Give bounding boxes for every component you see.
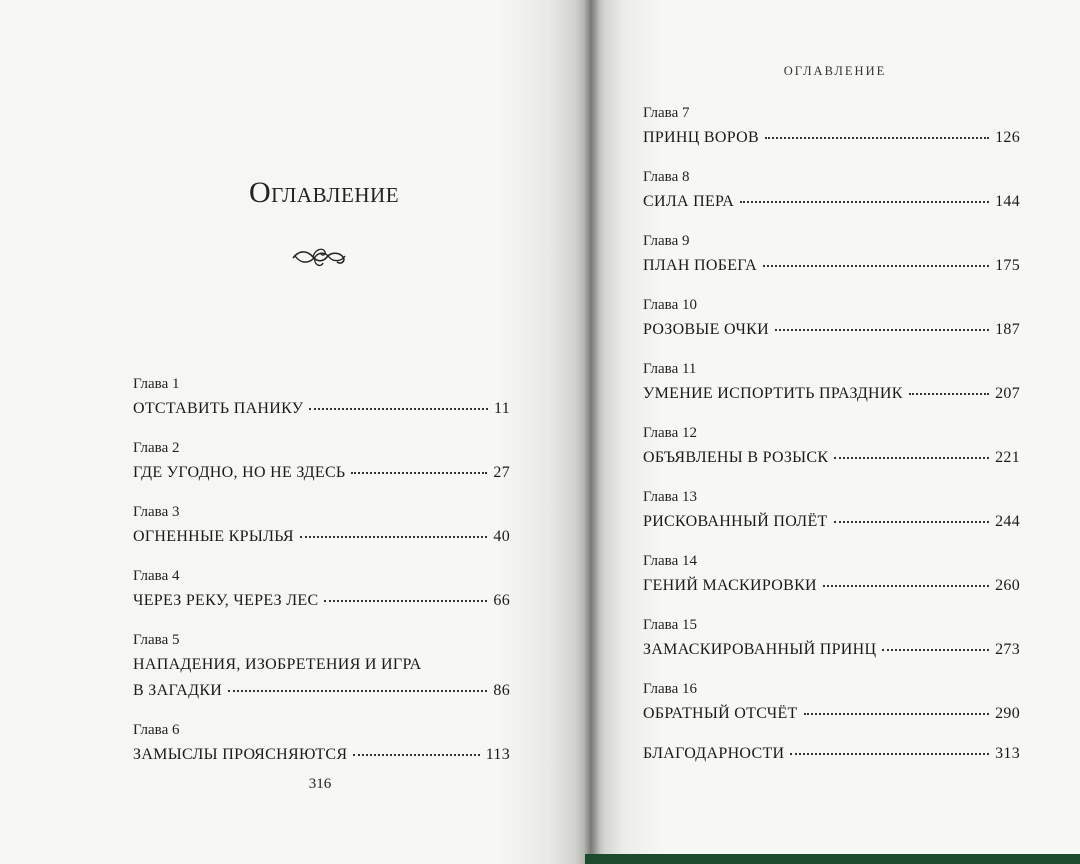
dot-leader bbox=[909, 393, 989, 395]
chapter-label: Глава 10 bbox=[643, 297, 697, 313]
dot-leader bbox=[740, 201, 989, 203]
page-number: 11 bbox=[493, 400, 510, 417]
dot-leader bbox=[765, 137, 989, 139]
toc-entry[interactable] bbox=[133, 567, 510, 611]
toc-entry[interactable] bbox=[133, 631, 510, 701]
toc-entry[interactable] bbox=[133, 721, 510, 765]
chapter-title-line1: НАПАДЕНИЯ, ИЗОБРЕТЕНИЯ И ИГРА bbox=[133, 656, 422, 673]
page-number: 86 bbox=[493, 682, 510, 699]
chapter-title: УМЕНИЕ ИСПОРТИТЬ ПРАЗДНИК bbox=[643, 385, 903, 402]
chapter-label: Глава 3 bbox=[133, 504, 180, 520]
page-number: 244 bbox=[995, 513, 1020, 530]
chapter-title: В ЗАГАДКИ bbox=[133, 682, 223, 699]
dot-leader bbox=[353, 754, 479, 756]
toc-entry[interactable] bbox=[643, 488, 1020, 532]
dot-leader bbox=[790, 753, 989, 755]
toc-entry[interactable] bbox=[133, 375, 510, 419]
chapter-label: Глава 8 bbox=[643, 169, 690, 185]
chapter-title: ЧЕРЕЗ РЕКУ, ЧЕРЕЗ ЛЕС bbox=[133, 592, 319, 609]
page-number: 113 bbox=[485, 746, 510, 763]
chapter-title: ОТСТАВИТЬ ПАНИКУ bbox=[133, 400, 304, 417]
chapter-label: Глава 7 bbox=[643, 105, 690, 121]
dot-leader bbox=[882, 649, 989, 651]
page-number: 273 bbox=[995, 641, 1020, 658]
dot-leader bbox=[823, 585, 989, 587]
toc-entry[interactable] bbox=[643, 232, 1020, 276]
cover-edge bbox=[585, 854, 1080, 864]
chapter-label: Глава 9 bbox=[643, 233, 690, 249]
dot-leader bbox=[228, 690, 487, 692]
folio-page-number: 316 bbox=[308, 776, 332, 792]
dot-leader bbox=[775, 329, 989, 331]
chapter-label: Глава 2 bbox=[133, 440, 180, 456]
toc-entry[interactable] bbox=[643, 680, 1020, 724]
page-number: 290 bbox=[995, 705, 1020, 722]
toc-entry[interactable] bbox=[643, 552, 1020, 596]
toc-entry-acknowledgements[interactable] bbox=[643, 744, 1020, 764]
dot-leader bbox=[763, 265, 989, 267]
chapter-title: ГЕНИЙ МАСКИРОВКИ bbox=[643, 577, 817, 594]
book-spine bbox=[575, 0, 605, 864]
page-number: 221 bbox=[995, 449, 1020, 466]
acknowledgements-title: БЛАГОДАРНОСТИ bbox=[643, 745, 785, 762]
toc-entry[interactable] bbox=[643, 168, 1020, 212]
chapter-label: Глава 13 bbox=[643, 489, 697, 505]
chapter-title: ГДЕ УГОДНО, НО НЕ ЗДЕСЬ bbox=[133, 464, 346, 481]
dot-leader bbox=[309, 408, 488, 410]
toc-entry[interactable] bbox=[643, 424, 1020, 468]
chapter-label: Глава 1 bbox=[133, 376, 180, 392]
toc-entry[interactable] bbox=[643, 104, 1020, 148]
page-number: 260 bbox=[995, 577, 1020, 594]
page-number: 175 bbox=[995, 257, 1020, 274]
chapter-title: ЗАМЫСЛЫ ПРОЯСНЯЮТСЯ bbox=[133, 746, 348, 763]
chapter-label: Глава 15 bbox=[643, 617, 697, 633]
toc-entry[interactable] bbox=[643, 360, 1020, 404]
dot-leader bbox=[351, 472, 487, 474]
toc-entry[interactable] bbox=[133, 439, 510, 483]
chapter-title: СИЛА ПЕРА bbox=[643, 193, 735, 210]
flourish-ornament-icon bbox=[291, 244, 349, 270]
dot-leader bbox=[804, 713, 989, 715]
chapter-title: ПРИНЦ ВОРОВ bbox=[643, 129, 759, 146]
page-number: 144 bbox=[995, 193, 1020, 210]
chapter-title: ЗАМАСКИРОВАННЫЙ ПРИНЦ bbox=[643, 641, 877, 658]
page-number: 313 bbox=[995, 745, 1020, 762]
page-number: 126 bbox=[995, 129, 1020, 146]
page-title: Оглавление bbox=[248, 176, 400, 209]
toc-entry[interactable] bbox=[643, 296, 1020, 340]
page-number: 27 bbox=[493, 464, 510, 481]
dot-leader bbox=[324, 600, 487, 602]
chapter-label: Глава 16 bbox=[643, 681, 697, 697]
chapter-title: ПЛАН ПОБЕГА bbox=[643, 257, 757, 274]
dot-leader bbox=[834, 457, 989, 459]
toc-entry[interactable] bbox=[643, 616, 1020, 660]
chapter-label: Глава 14 bbox=[643, 553, 697, 569]
dot-leader bbox=[834, 521, 989, 523]
chapter-label: Глава 4 bbox=[133, 568, 180, 584]
chapter-label: Глава 12 bbox=[643, 425, 697, 441]
dot-leader bbox=[300, 536, 488, 538]
chapter-title: РИСКОВАННЫЙ ПОЛЁТ bbox=[643, 513, 828, 530]
chapter-label: Глава 6 bbox=[133, 722, 180, 738]
running-head: ОГЛАВЛЕНИЕ bbox=[783, 64, 887, 78]
toc-entry[interactable] bbox=[133, 503, 510, 547]
page-number: 187 bbox=[995, 321, 1020, 338]
toc-right bbox=[643, 104, 1020, 784]
chapter-title: ОБЪЯВЛЕНЫ В РОЗЫСК bbox=[643, 449, 829, 466]
page-number: 207 bbox=[995, 385, 1020, 402]
chapter-title: ОБРАТНЫЙ ОТСЧЁТ bbox=[643, 705, 798, 722]
chapter-title: ОГНЕННЫЕ КРЫЛЬЯ bbox=[133, 528, 294, 545]
page-number: 40 bbox=[493, 528, 510, 545]
chapter-label: Глава 5 bbox=[133, 632, 180, 648]
page-number: 66 bbox=[493, 592, 510, 609]
chapter-label: Глава 11 bbox=[643, 361, 697, 377]
chapter-title: РОЗОВЫЕ ОЧКИ bbox=[643, 321, 769, 338]
toc-left bbox=[133, 375, 510, 785]
